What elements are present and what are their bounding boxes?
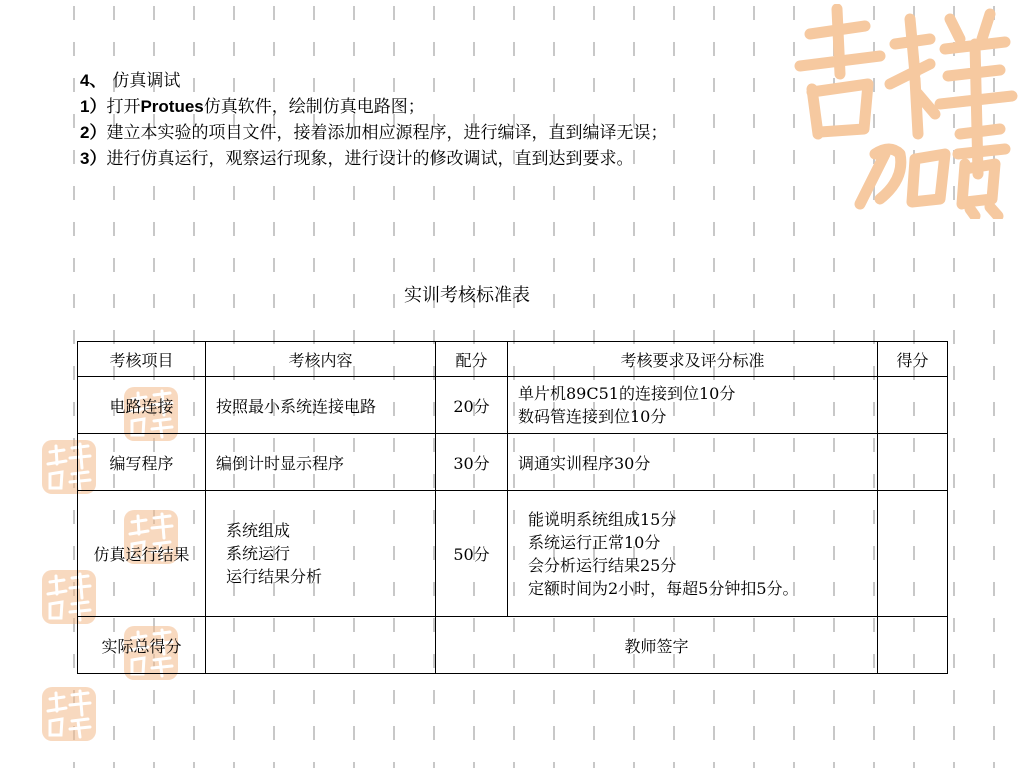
item-cell: 电路连接 (78, 377, 206, 434)
points-cell: 50分 (436, 491, 508, 617)
header-cell: 考核项目 (78, 342, 206, 377)
step-number: 2） (80, 123, 107, 142)
points-cell: 30分 (436, 434, 508, 491)
table-row (78, 377, 948, 434)
criteria-line: 系统运行正常10分 (528, 532, 661, 552)
criteria-line: 定额时间为2小时，每超5分钟扣5分。 (528, 578, 799, 598)
total-score-label: 实际总得分 (78, 617, 206, 674)
content-line: 系统组成 (226, 521, 291, 540)
item-cell: 仿真运行结果 (78, 491, 206, 617)
header-cell: 配分 (436, 342, 508, 377)
simulation-steps (80, 68, 667, 172)
step-3 (80, 146, 667, 172)
content-line: 系统运行 (226, 544, 291, 563)
step-2 (80, 120, 667, 146)
content-cell: 按照最小系统连接电路 (206, 377, 436, 434)
table-row (78, 434, 948, 491)
criteria-cell: 调通实训程序30分 (508, 434, 878, 491)
step-text: 进行仿真运行，观察运行现象，进行设计的修改调试，直到达到要求。 (106, 149, 634, 169)
content-cell (206, 491, 436, 617)
criteria-line: 会分析运行结果25分 (528, 555, 677, 575)
criteria-line: 能说明系统组成15分 (528, 509, 677, 529)
step-software-name: Protues (140, 97, 204, 116)
step-number: 3） (80, 149, 107, 168)
table-header-row (78, 342, 948, 377)
table-title: 实训考核标准表 (404, 285, 530, 306)
criteria-cell (508, 377, 878, 434)
content-line: 运行结果分析 (226, 567, 323, 586)
teacher-signature-value[interactable] (878, 617, 948, 674)
header-cell: 考核内容 (206, 342, 436, 377)
criteria-cell (508, 491, 878, 617)
score-cell[interactable] (878, 491, 948, 617)
assessment-table (77, 341, 948, 674)
step-text: 打开 (106, 97, 141, 117)
total-score-value[interactable] (206, 617, 436, 674)
header-cell: 考核要求及评分标准 (508, 342, 878, 377)
step-text: 仿真软件，绘制仿真电路图； (203, 97, 425, 117)
score-cell[interactable] (878, 434, 948, 491)
content-cell: 编倒计时显示程序 (206, 434, 436, 491)
header-cell: 得分 (878, 342, 948, 377)
criteria-line: 数码管连接到位10分 (518, 407, 667, 426)
score-cell[interactable] (878, 377, 948, 434)
step-text: 建立本实验的项目文件，接着添加相应源程序，进行编译，直到编译无误； (106, 123, 668, 143)
table-row (78, 491, 948, 617)
table-footer-row (78, 617, 948, 674)
item-cell: 编写程序 (78, 434, 206, 491)
criteria-line: 单片机89C51的连接到位10分 (518, 384, 736, 403)
heading-number: 4、 (80, 71, 107, 90)
teacher-signature-label: 教师签字 (436, 617, 878, 674)
step-number: 1） (80, 97, 107, 116)
heading-text: 仿真调试 (112, 71, 181, 91)
section-heading (80, 68, 667, 94)
step-1 (80, 94, 667, 120)
points-cell: 20分 (436, 377, 508, 434)
